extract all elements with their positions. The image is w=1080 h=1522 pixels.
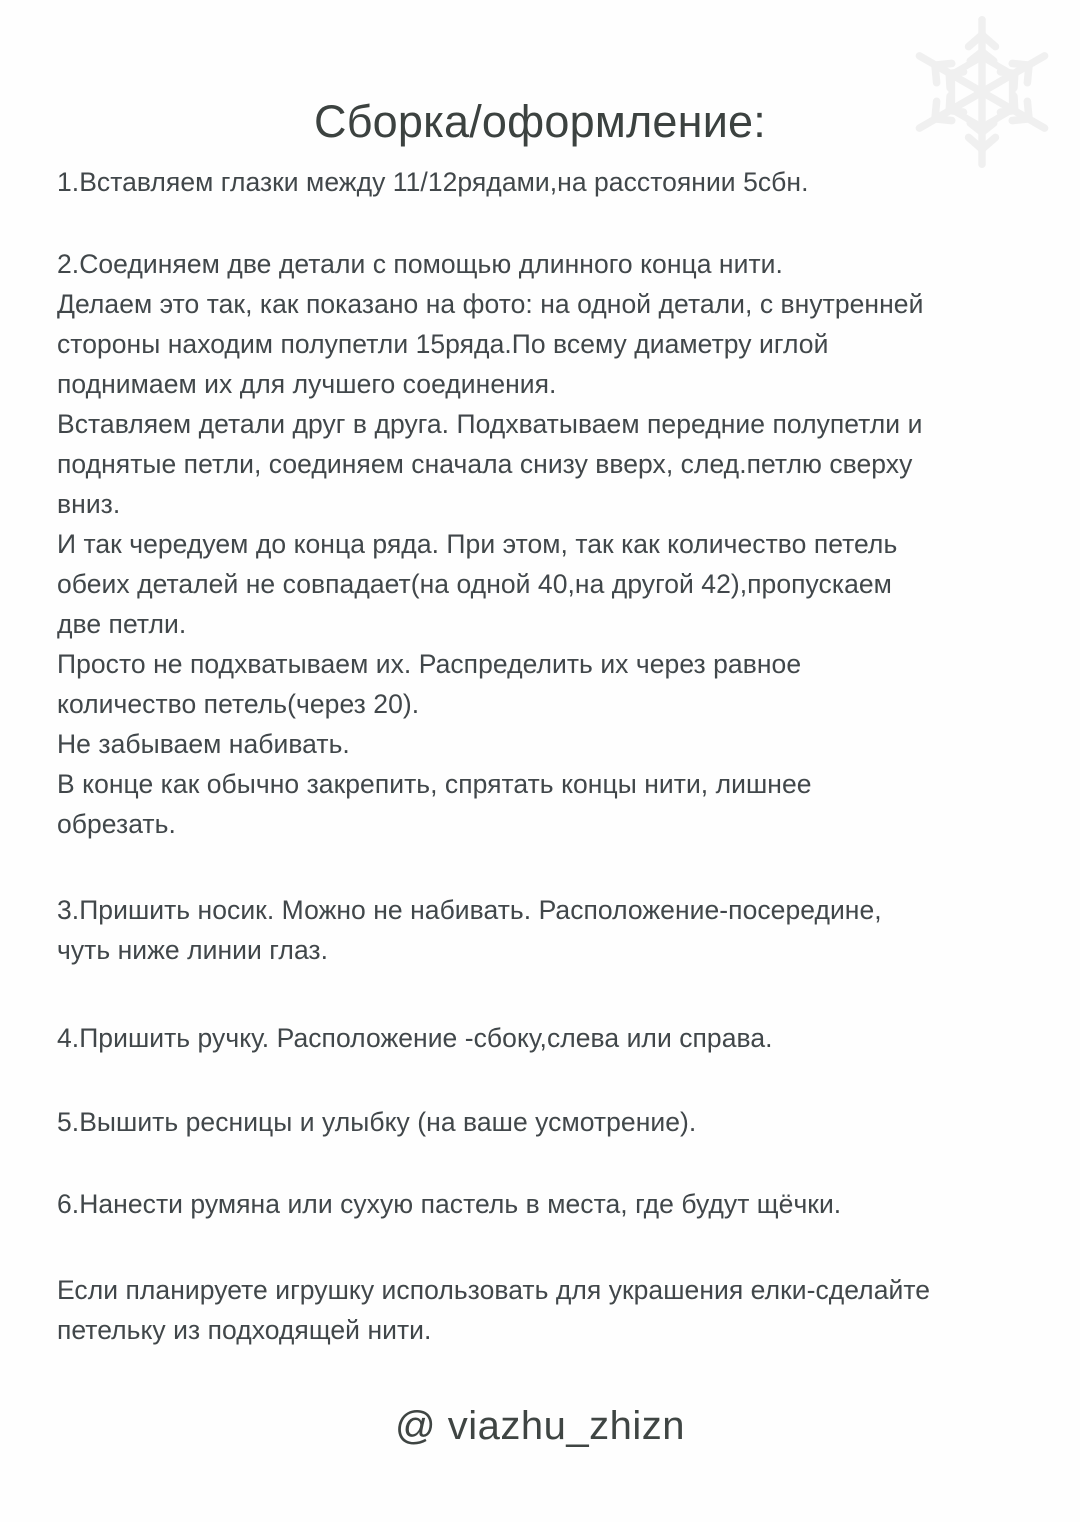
text-line: две петли. <box>57 609 187 639</box>
snowflake-icon <box>898 8 1066 176</box>
text-line: В конце как обычно закрепить, спрятать концы нити, лишнее <box>57 769 812 799</box>
text-line: 4.Пришить ручку. Расположение -сбоку,слева или справа. <box>57 1023 773 1053</box>
paragraph-step-3 <box>57 890 1042 970</box>
text-line: вниз. <box>57 489 121 519</box>
text-line: 6.Нанести румяна или сухую пастель в места, где будут щёчки. <box>57 1189 842 1219</box>
text-line: Делаем это так, как показано на фото: на одной детали, с внутренней <box>57 289 924 319</box>
text-line: И так чередуем до конца ряда. При этом, так как количество петель <box>57 529 898 559</box>
text-line: 3.Пришить носик. Можно не набивать. Расположение-посередине, <box>57 895 882 925</box>
text-line: Не забываем набивать. <box>57 729 350 759</box>
text-line: 2.Соединяем две детали с помощью длинного конца нити. <box>57 249 783 279</box>
text-line: поднятые петли, соединяем сначала снизу вверх, след.петлю сверху <box>57 449 913 479</box>
text-line: 5.Вышить ресницы и улыбку (на ваше усмотрение). <box>57 1107 697 1137</box>
author-handle: @ viazhu_zhizn <box>395 1404 685 1448</box>
instructions-body <box>57 162 1042 1350</box>
paragraph-step-1 <box>57 162 1042 202</box>
text-line: 1.Вставляем глазки между 11/12рядами,на расстоянии 5сбн. <box>57 167 809 197</box>
paragraph-step-6 <box>57 1184 1042 1224</box>
text-line: Если планируете игрушку использовать для украшения елки-сделайте <box>57 1275 931 1305</box>
text-line: поднимаем их для лучшего соединения. <box>57 369 557 399</box>
paragraph-step-4 <box>57 1018 1042 1058</box>
text-line: количество петель(через 20). <box>57 689 420 719</box>
paragraph-step-2 <box>57 244 1042 844</box>
text-line: чуть ниже линии глаз. <box>57 935 329 965</box>
text-line: Вставляем детали друг в друга. Подхватываем передние полупетли и <box>57 409 923 439</box>
text-line: Просто не подхватываем их. Распределить их через равное <box>57 649 802 679</box>
text-line: обрезать. <box>57 809 176 839</box>
text-line: петельку из подходящей нити. <box>57 1315 432 1345</box>
page-title: Сборка/оформление: <box>314 96 766 148</box>
text-line: обеих деталей не совпадает(на одной 40,на другой 42),пропускаем <box>57 569 892 599</box>
text-line: стороны находим полупетли 15ряда.По всему диаметру иглой <box>57 329 829 359</box>
paragraph-closing-note <box>57 1270 1042 1350</box>
paragraph-step-5 <box>57 1102 1042 1142</box>
